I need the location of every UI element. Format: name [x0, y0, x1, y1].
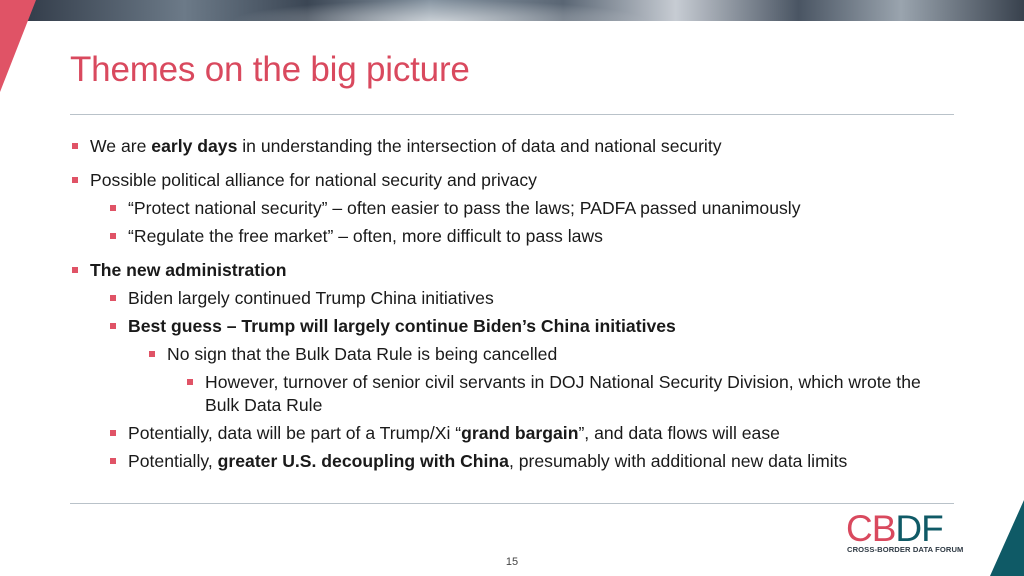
subbullet-decoupling [70, 450, 950, 473]
page-number: 15 [505, 556, 519, 568]
bullet-text: Potentially, [128, 451, 218, 471]
bullet-early-days [70, 135, 950, 158]
corner-accent-red [0, 0, 36, 92]
bullet-emphasis: The new administration [90, 260, 287, 280]
banner-glow [230, 0, 650, 21]
bullet-emphasis: Best guess – Trump will largely continue Biden’s China initiatives [128, 316, 676, 336]
bullet-text: Biden largely continued Trump China initiatives [128, 288, 494, 308]
bullet-text: Potentially, data will be part of a Trump/Xi “ [128, 423, 462, 443]
slide-title: Themes on the big picture [70, 50, 470, 89]
corner-accent-teal [990, 500, 1024, 576]
bullet-text: , presumably with additional new data limits [508, 451, 848, 471]
subbullet-regulate-market [70, 225, 950, 248]
bullet-text: However, turnover of senior civil servants in DOJ National Security Division, which wrote the Bulk Data Rule [205, 372, 921, 415]
bullet-emphasis: early days [151, 136, 238, 156]
subbullet-no-sign-cancelled [70, 343, 950, 366]
cbdf-logo-subtitle: CROSS-BORDER DATA FORUM [847, 545, 964, 554]
header-photo-banner [0, 0, 1024, 21]
bullet-political-alliance [70, 169, 950, 192]
bullet-text: “Regulate the free market” – often, more difficult to pass laws [128, 226, 603, 246]
subbullet-grand-bargain [70, 422, 950, 445]
bullet-text: We are [90, 136, 152, 156]
bullet-emphasis: greater U.S. decoupling with China [217, 451, 509, 471]
bullet-text: ”, and data flows will ease [578, 423, 780, 443]
subbullet-best-guess [70, 315, 950, 338]
bullet-text: No sign that the Bulk Data Rule is being cancelled [167, 344, 558, 364]
subbullet-turnover [70, 371, 950, 417]
cbdf-logo [846, 508, 964, 558]
subbullet-biden-continued [70, 287, 950, 310]
bullet-list [70, 135, 950, 473]
bullet-new-administration [70, 259, 950, 282]
subbullet-protect-security [70, 197, 950, 220]
bullet-text: in understanding the intersection of data and national security [237, 136, 722, 156]
footer-divider [70, 503, 954, 504]
bullet-emphasis: grand bargain [461, 423, 579, 443]
bullet-text: “Protect national security” – often easier to pass the laws; PADFA passed unanimously [128, 198, 801, 218]
cbdf-logo-mark [846, 508, 958, 546]
cbdf-logo-letters: CBDF [846, 508, 943, 546]
title-divider [70, 114, 954, 115]
bullet-text: Possible political alliance for national security and privacy [90, 170, 537, 190]
